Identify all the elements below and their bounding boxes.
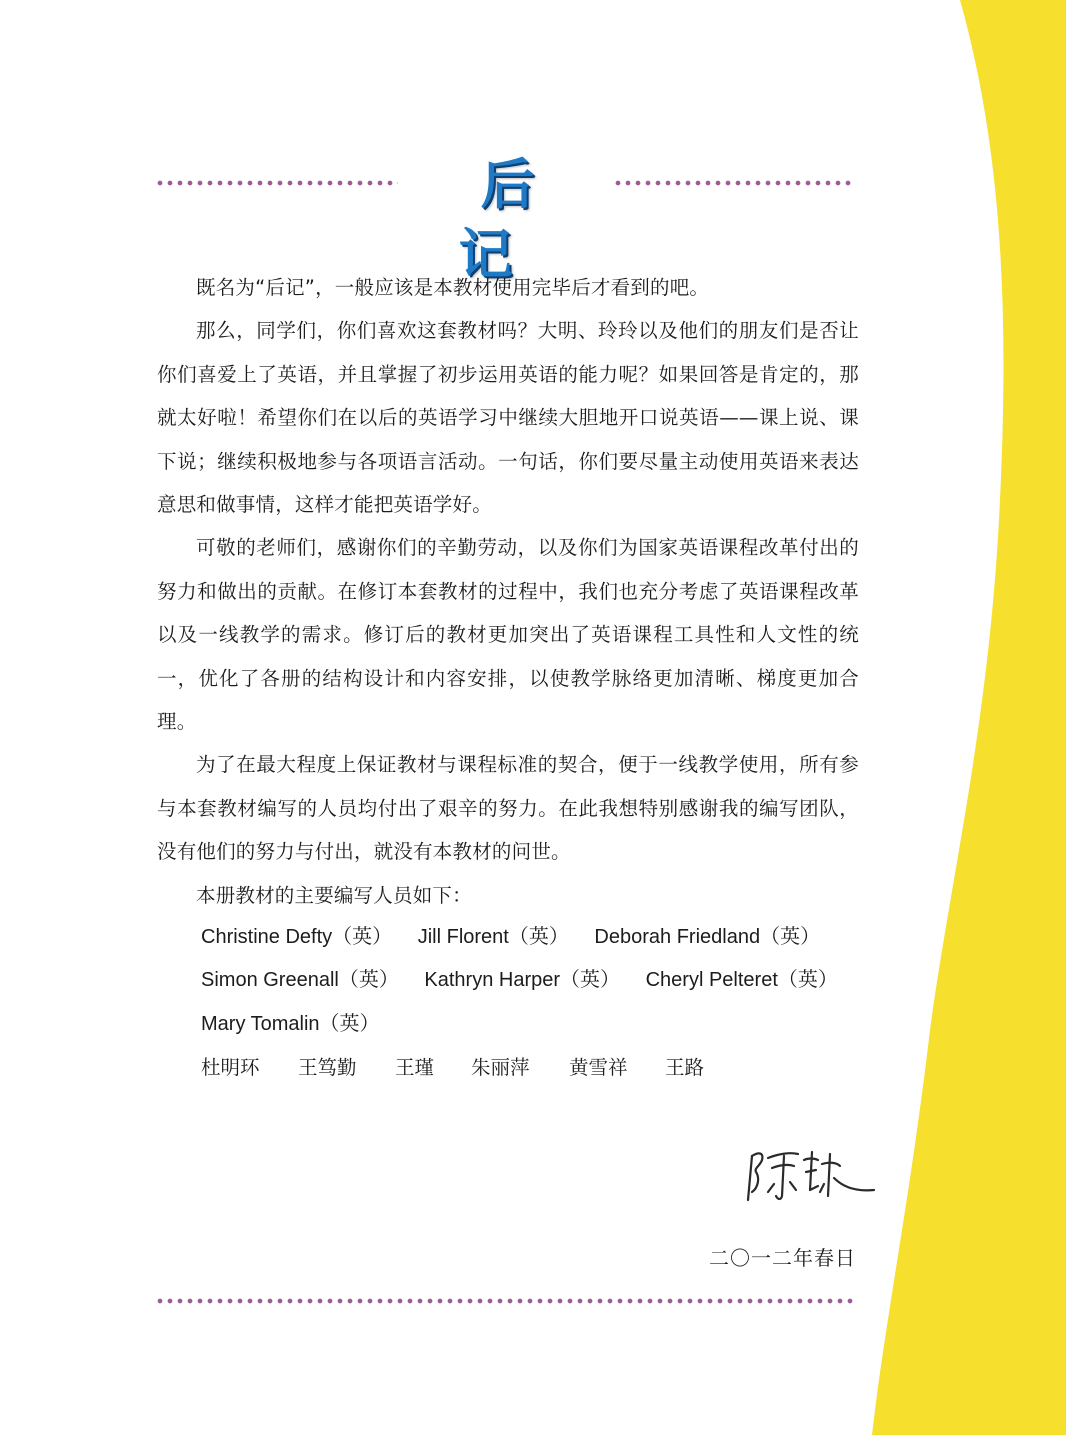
- authors-row: [201, 916, 851, 959]
- author-name: 黄雪祥: [569, 1056, 628, 1080]
- paragraph: 既名为“后记”，一般应该是本教材使用完毕后才看到的吧。: [196, 276, 710, 299]
- author-name: Mary Tomalin（英）: [201, 1012, 380, 1035]
- author-name: Jill Florent（英）: [417, 926, 569, 948]
- authors-list: [201, 916, 851, 1090]
- author-name: Simon Greenall（英）: [201, 969, 399, 992]
- signature-date: 二〇一二年春日: [709, 1246, 856, 1270]
- author-name: Deborah Friedland（英）: [594, 926, 821, 948]
- author-name: 王路: [665, 1056, 705, 1080]
- title-row: [155, 150, 855, 286]
- paragraph: 可敬的老师们，感谢你们的辛勤劳动，以及你们为国家英语课程改革付出的努力和做出的贡献。在修订本套教材的过程中，我们也充分考虑了英语课程改革以及一线教学的需求。修订后的教材更加突出了英语课程工具性和人文性的统一，优化了各册的结构设计和内容安排，以使教学脉络更加清晰、梯度更加合理。: [157, 536, 859, 734]
- author-name: Cheryl Pelteret（英）: [645, 969, 838, 992]
- author-name: 王笃勤: [298, 1056, 357, 1080]
- paragraph: 那么，同学们，你们喜欢这套教材吗？大明、玲玲以及他们的朋友们是否让你们喜爱上了英语，并且掌握了初步运用英语的能力呢？如果回答是肯定的，那就太好啦！希望你们在以后的英语学习中继续大胆地开口说英语——课上说、课下说；继续积极地参与各项语言活动。一句话，你们要尽量主动使用英语来表达意思和做事情，这样才能把英语学好。: [157, 319, 859, 517]
- title-dotted-divider-left: [155, 180, 398, 186]
- title-dotted-divider-right: [613, 180, 855, 186]
- author-name: 杜明环: [201, 1056, 260, 1080]
- paragraph: 为了在最大程度上保证教材与课程标准的契合，便于一线教学使用，所有参与本套教材编写的人员均付出了艰辛的努力。在此我想特别感谢我的编写团队，没有他们的努力与付出，就没有本教材的问世。: [157, 753, 859, 864]
- author-name: 王瑾: [395, 1056, 435, 1080]
- author-name: Christine Defty（英）: [201, 926, 393, 948]
- bottom-dotted-divider: [155, 1298, 855, 1304]
- handwritten-signature: [738, 1138, 878, 1210]
- page-title: 后 记: [458, 153, 579, 286]
- chinese-authors-row: [201, 1046, 851, 1089]
- authors-intro: 本册教材的主要编写人员如下：: [196, 883, 472, 907]
- authors-row: [201, 1003, 851, 1046]
- afterword-body: [157, 266, 859, 917]
- authors-row: [201, 959, 851, 1002]
- author-name: Kathryn Harper（英）: [424, 969, 621, 992]
- author-name: 朱丽萍: [471, 1056, 530, 1080]
